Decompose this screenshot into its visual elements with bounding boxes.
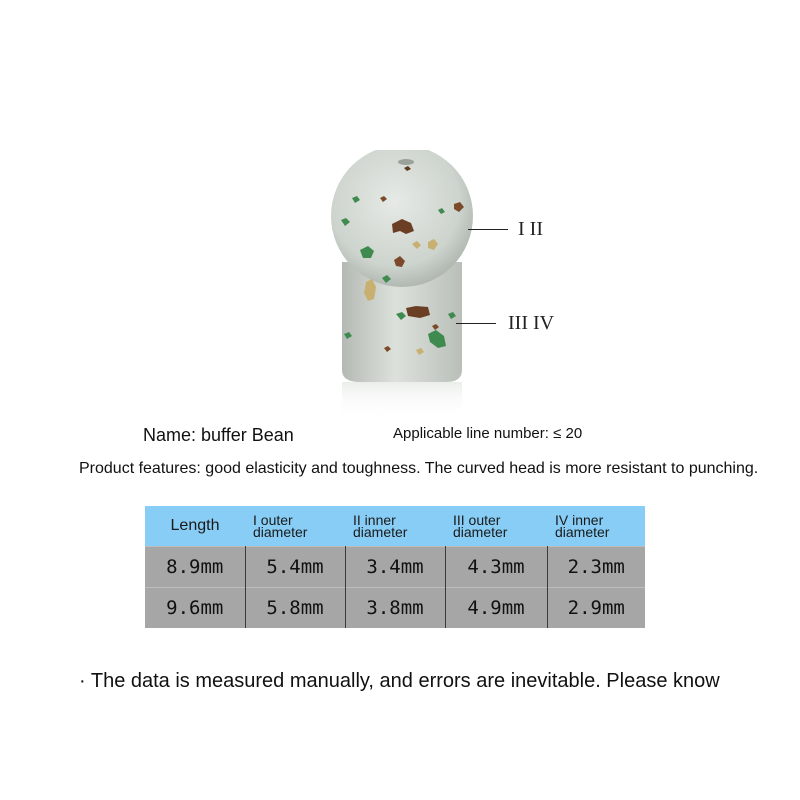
table-row xyxy=(145,588,645,629)
dimension-table xyxy=(145,506,645,628)
label-body-dimensions: III IV xyxy=(508,312,555,334)
table-cell: 5.4mm xyxy=(245,547,345,588)
table-row xyxy=(145,547,645,588)
label-head-dimensions: I II xyxy=(518,218,543,240)
table-cell: 2.3mm xyxy=(547,547,645,588)
table-header-row xyxy=(145,506,645,547)
table-cell: 8.9mm xyxy=(145,547,245,588)
table-cell: 9.6mm xyxy=(145,588,245,629)
table-cell: 2.9mm xyxy=(547,588,645,629)
pointer-line-body xyxy=(456,323,496,324)
header-length: Length xyxy=(145,506,245,547)
header-i-outer-diameter: I outer diameter xyxy=(245,506,345,547)
header-ii-inner-diameter: II inner diameter xyxy=(345,506,445,547)
header-iii-outer-diameter: III outer diameter xyxy=(445,506,547,547)
applicable-line-number: Applicable line number: ≤ 20 xyxy=(393,425,583,442)
measurement-note: · The data is measured manually, and errors are inevitable. Please know xyxy=(79,670,720,692)
header-iv-inner-diameter: IV inner diameter xyxy=(547,506,645,547)
table-cell: 5.8mm xyxy=(245,588,345,629)
product-name: Name: buffer Bean xyxy=(143,425,294,445)
table-cell: 4.9mm xyxy=(445,588,547,629)
table-cell: 3.4mm xyxy=(345,547,445,588)
table-cell: 4.3mm xyxy=(445,547,547,588)
table-cell: 3.8mm xyxy=(345,588,445,629)
pointer-line-head xyxy=(468,229,508,230)
product-features: Product features: good elasticity and toughness. The curved head is more resistant to punching. xyxy=(79,460,759,477)
buffer-bean-image xyxy=(320,150,500,420)
